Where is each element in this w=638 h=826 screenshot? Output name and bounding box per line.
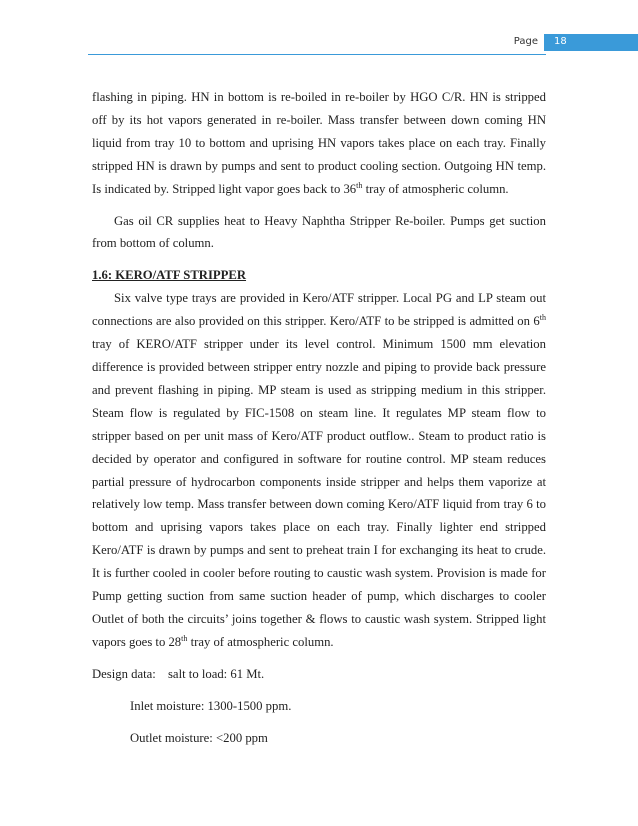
paragraph-text: tray of atmospheric column. [362, 181, 509, 196]
section-heading: 1.6: KERO/ATF STRIPPER [92, 268, 247, 283]
paragraph-hn-stripper [92, 86, 546, 201]
superscript: th [181, 633, 188, 643]
design-salt-load: salt to load: 61 Mt. [168, 666, 265, 681]
paragraph-gas-oil: Gas oil CR supplies heat to Heavy Naphtha Stripper Re-boiler. Pumps get suction from bottom of column. [92, 213, 546, 251]
paragraph-text: tray of KERO/ATF stripper under its level control. Minimum 1500 mm elevation difference is provided between stripper entry nozzle and piping to provide back pressure and prevent flashing in piping. MP steam is used as stripping medium in this stripper. Steam flow is regulated by FIC-1508 on steam line. It regulates MP steam flow to stripper based on per unit mass of Kero/ATF product outflow.. Steam to product ratio is decided by operator and configured in software for routine control. MP steam reduces partial pressure of hydrocarbon components inside stripper and helps them vaporize at relatively low temp. Mass transfer between down coming Kero/ATF liquid from tray 6 to bottom and uprising vapors takes place on each tray. Finally lighter end stripped Kero/ATF is drawn by pumps and sent to preheat train I for exchanging its heat to crude. It is further cooled in cooler before routing to caustic wash system. Provision is made for Pump getting suction from same suction header of pump, which discharges to cooler Outlet of both the circuits’ joins together & flows to caustic wash system. Stripped light vapors goes to 28 [92, 337, 546, 649]
paragraph-text: tray of atmospheric column. [187, 634, 334, 649]
paragraph-text: Six valve type trays are provided in Kero/ATF stripper. Local PG and LP steam out connections are also provided on this stripper. Kero/ATF to be stripped is admitted on 6 [92, 291, 546, 329]
design-data-label: Design data: [92, 666, 156, 681]
paragraph-kero-atf [92, 287, 546, 654]
header-rule [88, 54, 546, 55]
design-data-row [92, 663, 546, 686]
page-label: Page [513, 36, 538, 47]
document-body [92, 86, 546, 749]
superscript: th [539, 312, 546, 322]
design-outlet-moisture: Outlet moisture: <200 ppm [130, 730, 268, 745]
design-inlet-moisture: Inlet moisture: 1300-1500 ppm. [130, 698, 292, 713]
page-number-box [544, 34, 638, 51]
page-header [0, 34, 638, 54]
superscript: th [356, 180, 363, 190]
paragraph-text: flashing in piping. HN in bottom is re-boiled in re-boiler by HGO C/R. HN is stripped off by its hot vapors generated in re-boiler. Mass transfer between down coming HN liquid from tray 10 to bottom and uprising HN vapors takes place on each tray. Finally stripped HN is drawn by pumps and sent to product cooling section. Outgoing HN temp. Is indicated by. Stripped light vapor goes back to 36 [92, 90, 546, 196]
page-number: 18 [554, 36, 567, 47]
